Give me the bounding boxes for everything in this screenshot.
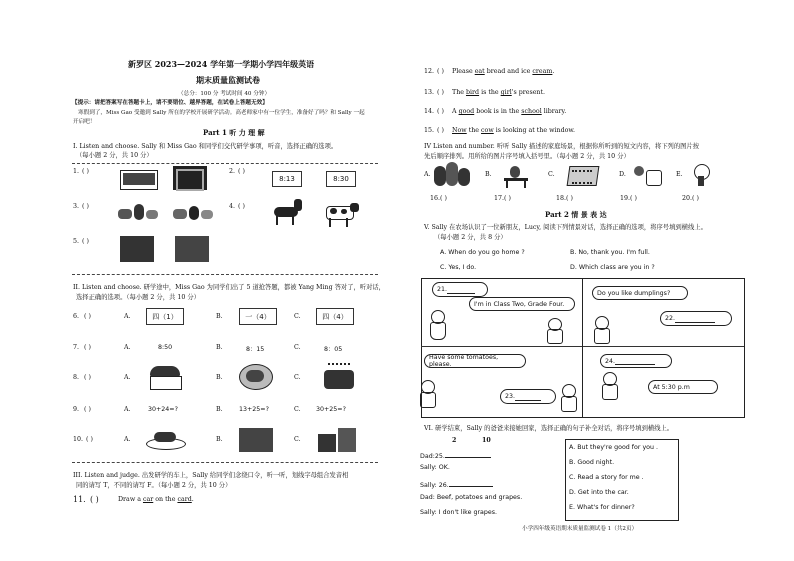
bubble-time: At 5:30 p.m (648, 380, 718, 394)
comic-divider (582, 278, 583, 417)
section4-title: IV Listen and number. 听听 Sally 描述的家庭场景，根据你所听到的短文内容，将下列的图片按 (424, 143, 700, 150)
option-b-label: B. (216, 344, 223, 351)
dialog-sally-ok: Sally: OK. (420, 464, 450, 471)
q8-answer-bracket[interactable]: ( ) (84, 374, 91, 381)
girl-figure (428, 310, 446, 340)
option-c-label: C. (294, 436, 301, 443)
q6-option-c: 四（4） (316, 308, 354, 325)
answer-16[interactable]: 16.( ) (430, 195, 447, 202)
exam-tip: 【提示：请把答案写在答题卡上，请不要错位、越界答题，在试卷上答题无效】 (72, 100, 268, 106)
q13-number: 13. (424, 89, 435, 96)
q6-option-b: 一（4） (239, 308, 277, 325)
answer-20[interactable]: 20.( ) (682, 195, 699, 202)
q7-option-b: 8：15 (246, 346, 265, 353)
section4-note: 先后顺序排列。用所给的图片序号填入括号里。（每小题 2 分，共 10 分） (424, 153, 630, 160)
bubble-23[interactable]: 23. (500, 389, 556, 404)
girl-figure (545, 318, 563, 344)
q11-sentence: Draw a car on the card. (118, 496, 194, 503)
q8-number: 8. (73, 374, 80, 381)
blackboard-image (120, 170, 158, 190)
option-a-label: A. (124, 313, 131, 320)
exam-subtitle: （总分：100 分 考试时间 40 分钟） (178, 91, 271, 97)
girl-figure (558, 384, 578, 412)
q2-time-a: 8:13 (272, 171, 302, 187)
q11-answer-bracket[interactable]: ( ) (90, 495, 99, 504)
girl-figure (600, 372, 618, 400)
dialog-dad-food: Dad: Beef, potatoes and grapes. (420, 494, 523, 501)
vi-option-c: C. Read a story for me . (569, 474, 644, 481)
q12-number: 12. (424, 68, 435, 75)
building-image (239, 428, 273, 452)
option-b-label: B. (216, 374, 223, 381)
intro-line1: 寒假到了，Miss Gao 受邀到 Sally 所在的学校开展研学活动。高老师家中有一位学生，准备好了吗？和 Sally 一起 (78, 110, 365, 116)
section6-num-a: 2 (452, 437, 457, 444)
title-line1: 新罗区 2023—2024 学年第一学期小学四年级英语 (128, 59, 315, 69)
family-picture-d (632, 164, 662, 188)
q4-number: 4. (229, 203, 236, 210)
q5-answer-bracket[interactable]: ( ) (82, 238, 89, 245)
section5-title: V. Sally 在农场认识了一位新朋友，Lucy, 阅读下列情景对话，选择正确的选项，将序号填到横线上。 (424, 224, 707, 231)
q2-number: 2. (229, 168, 236, 175)
page-footer: 小学四年级英语期末质量监测试卷 1（共2页） (522, 526, 638, 532)
q9-option-b: 13+25=? (239, 406, 269, 413)
q4-answer-bracket[interactable]: ( ) (238, 203, 245, 210)
section2-title: II. Listen and choose. 研学途中，Miss Gao 为同学们出了 5 道抢答题，都被 Yang Ming 答对了，听对话， (73, 284, 385, 291)
option-a-label: A. (124, 374, 131, 381)
section1-note: （每小题 2 分，共 10 分） (76, 152, 153, 159)
intro-line2: 开启吧！ (73, 119, 96, 125)
girl-figure (592, 316, 610, 344)
family-picture-e (690, 162, 716, 188)
section5-note: （每小题 2 分，共 8 分） (434, 234, 507, 241)
dialog-dad-25[interactable]: Dad:25. (420, 450, 491, 460)
girl-figure (418, 380, 436, 408)
v-option-a: A. When do you go home ? (440, 249, 525, 256)
option-b-label: B. (216, 313, 223, 320)
pic-b-label: B. (485, 171, 492, 178)
q1-answer-bracket[interactable]: ( ) (82, 168, 89, 175)
option-c-label: C. (294, 313, 301, 320)
q14-sentence: A good book is in the school library. (452, 108, 567, 115)
family-picture-a (434, 162, 472, 188)
q13-answer-bracket[interactable]: ( ) (437, 89, 444, 96)
vi-option-a: A. But they're good for you . (569, 444, 659, 451)
section6-title: VI. 研学结束，Sally 的爸爸来接她回家，选择正确的句子补全对话，将序号填到横线上。 (424, 425, 674, 432)
q9-answer-bracket[interactable]: ( ) (84, 406, 91, 413)
vegetables-image (118, 204, 158, 220)
bubble-21[interactable]: 21. (432, 282, 488, 297)
family-picture-b (502, 164, 530, 188)
option-c-label: C. (294, 344, 301, 351)
q15-number: 15. (424, 127, 435, 134)
divider (72, 462, 378, 463)
q6-answer-bracket[interactable]: ( ) (84, 313, 91, 320)
bubble-class-grade: I'm in Class Two, Grade Four. (469, 297, 575, 311)
option-c-label: C. (294, 406, 301, 413)
v-option-c: C. Yes, I do. (440, 264, 477, 271)
q12-answer-bracket[interactable]: ( ) (437, 68, 444, 75)
section6-num-b: 10 (482, 437, 491, 444)
dialog-sally-grapes: Sally: I don't like grapes. (420, 509, 498, 516)
part1-title: Part 1 听 力 理 解 (203, 128, 265, 137)
q2-time-b: 8:30 (326, 171, 356, 187)
bubble-22[interactable]: 22. (660, 311, 732, 326)
title-line2: 期末质量监测试卷 (196, 75, 260, 85)
section2-note: 选择正确的选项。（每小题 2 分，共 10 分） (76, 294, 200, 301)
option-b-label: B. (216, 406, 223, 413)
q14-answer-bracket[interactable]: ( ) (437, 108, 444, 115)
bubble-dumplings: Do you like dumplings? (592, 286, 688, 300)
vi-option-e: E. What's for dinner? (569, 504, 635, 511)
pic-c-label: C. (548, 171, 555, 178)
option-b-label: B. (216, 436, 223, 443)
q1-number: 1. (73, 168, 80, 175)
q6-number: 6. (73, 313, 80, 320)
horse-image (272, 197, 306, 227)
scene-image-b (175, 236, 209, 262)
q7-option-a: 8:50 (158, 344, 173, 351)
q12-sentence: Please eat bread and ice cream. (452, 68, 555, 75)
bubble-24[interactable]: 24. (600, 354, 672, 368)
divider (72, 274, 378, 275)
vi-option-b: B. Good night. (569, 459, 615, 466)
q2-answer-bracket[interactable]: ( ) (238, 168, 245, 175)
q7-answer-bracket[interactable]: ( ) (84, 344, 91, 351)
bubble-tomatoes: Have some tomatoes, please. (424, 354, 526, 368)
q9-option-c: 30+25=? (316, 406, 346, 413)
v-option-d: D. Which class are you in ? (570, 264, 655, 271)
q15-sentence: Now the cow is looking at the window. (452, 127, 576, 134)
q3-answer-bracket[interactable]: ( ) (82, 203, 89, 210)
q10-number: 10. (73, 436, 84, 443)
section1-title: I. Listen and choose. Sally 和 Miss Gao 和同学们交代研学事项，听音，选择正确的选项。 (73, 143, 338, 150)
q13-sentence: The bird is the girl's present. (452, 89, 546, 96)
food-image (173, 204, 213, 220)
answer-18[interactable]: 18.( ) (556, 195, 573, 202)
part2-title: Part 2 情 景 表 达 (545, 210, 607, 219)
section3-title: III. Listen and judge. 出发研学的车上，Sally 给同学们念绕口令，听一听，划线字母组合发音相 (73, 472, 349, 479)
pic-a-label: A. (424, 171, 431, 178)
dialog-sally-26[interactable]: Sally: 26. (420, 479, 493, 489)
family-picture-c (566, 162, 598, 188)
cow-image (324, 200, 360, 228)
option-a-label: A. (124, 436, 131, 443)
q9-number: 9. (73, 406, 80, 413)
q6-option-a: 四（1） (146, 308, 184, 325)
birthday-cake-image (322, 363, 356, 391)
food-plate-image (146, 428, 184, 452)
pic-e-label: E. (676, 171, 683, 178)
q9-option-a: 30+24=? (148, 406, 178, 413)
window-image (173, 166, 207, 190)
q5-number: 5. (73, 238, 80, 245)
mooncake-image (238, 362, 272, 390)
option-a-label: A. (124, 344, 131, 351)
vi-option-d: D. Get into the car. (569, 489, 629, 496)
answer-17[interactable]: 17.( ) (494, 195, 511, 202)
q7-number: 7. (73, 344, 80, 351)
section3-note: 同的请写 T，不同的请写 F。（每小题 2 分，共 10 分） (76, 482, 232, 489)
q11-number: 11. (73, 495, 86, 504)
v-option-b: B. No, thank you. I'm full. (570, 249, 650, 256)
q15-answer-bracket[interactable]: ( ) (437, 127, 444, 134)
divider (72, 163, 378, 164)
q14-number: 14. (424, 108, 435, 115)
q7-option-c: 8：05 (324, 346, 343, 353)
option-a-label: A. (124, 406, 131, 413)
option-c-label: C. (294, 374, 301, 381)
pic-d-label: D. (619, 171, 626, 178)
q3-number: 3. (73, 203, 80, 210)
q10-answer-bracket[interactable]: ( ) (86, 436, 93, 443)
village-image (318, 428, 356, 452)
scene-image-a (120, 236, 154, 262)
cake-image (148, 362, 182, 390)
answer-19[interactable]: 19.( ) (620, 195, 637, 202)
